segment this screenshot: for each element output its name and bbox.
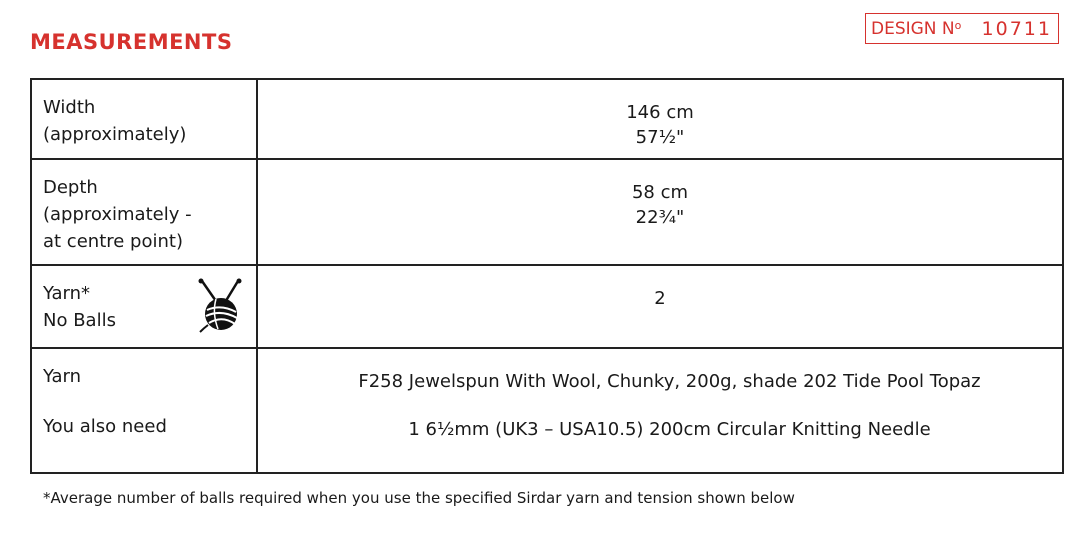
row-label: Width (approximately): [31, 79, 257, 159]
row-value: 58 cm 22¾": [257, 159, 1063, 265]
row-value: 2: [257, 265, 1063, 348]
table-row-yarn-balls: [31, 265, 1063, 348]
design-number-badge: [865, 13, 1059, 44]
measurements-table: [30, 78, 1064, 474]
table-row-width: [31, 79, 1063, 159]
footnote: *Average number of balls required when you use the specified Sirdar yarn and tension shown below: [43, 489, 795, 507]
table-row-yarn-needles: [31, 348, 1063, 473]
design-label: DESIGN $N^o$: [871, 18, 962, 39]
table-row-depth: [31, 159, 1063, 265]
yarn-ball-knitting-needles-icon: [194, 278, 244, 334]
row-label: Yarn You also need: [31, 348, 257, 473]
design-number: 10711: [981, 17, 1052, 40]
row-value: 146 cm 57½": [257, 79, 1063, 159]
page-title: MEASUREMENTS: [30, 30, 233, 54]
row-label: Yarn* No Balls: [31, 265, 257, 348]
row-label: Depth (approximately - at centre point): [31, 159, 257, 265]
row-value: F258 Jewelspun With Wool, Chunky, 200g, shade 202 Tide Pool Topaz 1 6½mm (UK3 – USA10.5) 200cm Circular Knitting Needle: [257, 348, 1063, 473]
